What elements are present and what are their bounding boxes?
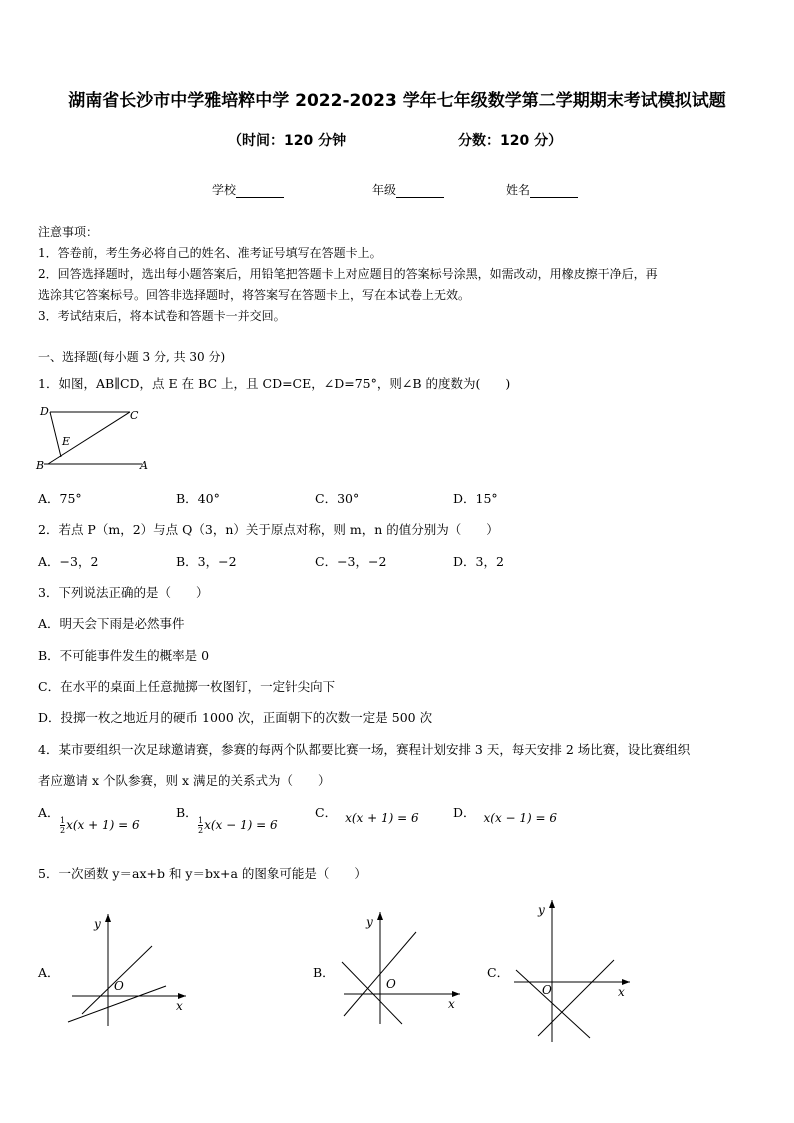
question-4-option-a-expr: $\frac{1}{2}$ x(x + 1) = 6 bbox=[60, 816, 140, 835]
axis-y-label: y bbox=[94, 917, 101, 931]
question-4-option-d[interactable] bbox=[453, 803, 558, 825]
question-4-stem-line2: 者应邀请 x 个队参赛，则 x 满足的关系式为（ ） bbox=[38, 773, 331, 788]
question-3-option-a[interactable]: A．明天会下雨是必然事件 bbox=[38, 616, 185, 631]
fraction-half: $\frac{1}{2}$ bbox=[60, 816, 66, 835]
option-expr: x(x + 1) = 6 bbox=[345, 811, 419, 825]
name-field bbox=[506, 181, 578, 198]
option-letter: B． bbox=[176, 805, 198, 820]
notice-item: 3．考试结束后，将本试卷和答题卡一并交回。 bbox=[38, 309, 286, 323]
axis-x-label: x bbox=[176, 999, 183, 1013]
question-3-option-c[interactable]: C．在水平的桌面上任意抛掷一枚图钉，一定针尖向下 bbox=[38, 679, 336, 694]
question-5-option-a-letter[interactable]: A． bbox=[38, 965, 60, 980]
question-2-stem: 2．若点 P（m，2）与点 Q（3，n）关于原点对称，则 m，n 的值分别为（ ） bbox=[38, 522, 499, 537]
exam-score: 分数：120 分） bbox=[458, 133, 563, 149]
question-1-option-d[interactable]: D．15° bbox=[453, 491, 498, 506]
question-4-option-b-expr: $\frac{1}{2}$ x(x − 1) = 6 bbox=[198, 816, 278, 835]
question-4-option-a[interactable] bbox=[38, 803, 60, 821]
axis-x-label: x bbox=[448, 997, 455, 1011]
label-c: C bbox=[130, 409, 139, 422]
question-2-option-a[interactable]: A．−3，2 bbox=[38, 554, 99, 569]
label-d: D bbox=[40, 405, 49, 418]
question-5-option-b-letter[interactable]: B． bbox=[313, 965, 335, 980]
option-letter: D． bbox=[453, 805, 476, 820]
question-5-graph-a bbox=[62, 910, 192, 1030]
question-4-option-b[interactable] bbox=[176, 803, 198, 821]
label-a: A bbox=[140, 459, 148, 472]
grade-field bbox=[372, 181, 444, 198]
option-letter: A． bbox=[38, 805, 60, 820]
question-3-option-d[interactable]: D．投掷一枚之地近月的硬币 1000 次，正面朝下的次数一定是 500 次 bbox=[38, 710, 433, 725]
question-4-stem-line1: 4．某市要组织一次足球邀请赛，参赛的每两个队都要比赛一场，赛程计划安排 3 天，每天安排 2 场比赛，设比赛组织 bbox=[38, 742, 691, 757]
page-title: 湖南省长沙市中学雅培粹中学 2022-2023 学年七年级数学第二学期期末考试模拟试题 bbox=[68, 91, 726, 111]
notice-item: 2．回答选择题时，选出每小题答案后，用铅笔把答题卡上对应题目的答案标号涂黑，如需改动，用橡皮擦干净后，再 bbox=[38, 267, 658, 281]
origin-label: O bbox=[542, 983, 552, 997]
question-1-option-a[interactable]: A．75° bbox=[38, 491, 82, 506]
name-blank[interactable] bbox=[530, 185, 578, 198]
notice-item: 1．答卷前，考生务必将自己的姓名、准考证号填写在答题卡上。 bbox=[38, 246, 382, 260]
school-blank[interactable] bbox=[236, 185, 284, 198]
question-5-stem: 5．一次函数 y＝ax+b 和 y＝bx+a 的图象可能是（ ） bbox=[38, 866, 367, 881]
school-label: 学校 bbox=[212, 183, 237, 197]
label-e: E bbox=[62, 435, 71, 448]
origin-label: O bbox=[114, 979, 124, 993]
question-4-option-c[interactable] bbox=[315, 803, 419, 825]
question-1-option-c[interactable]: C．30° bbox=[315, 491, 360, 506]
question-3-option-b[interactable]: B．不可能事件发生的概率是 0 bbox=[38, 648, 210, 663]
question-2-option-c[interactable]: C．−3，−2 bbox=[315, 554, 387, 569]
question-3-stem: 3．下列说法正确的是（ ） bbox=[38, 585, 209, 600]
question-2-option-b[interactable]: B．3，−2 bbox=[176, 554, 237, 569]
axis-x-label: x bbox=[618, 985, 625, 999]
fraction-half: $\frac{1}{2}$ bbox=[198, 816, 204, 835]
question-1-stem: 1．如图，AB∥CD，点 E 在 BC 上，且 CD=CE，∠D=75°，则∠B 的度数为( ) bbox=[38, 376, 511, 391]
question-1-option-b[interactable]: B．40° bbox=[176, 491, 220, 506]
axis-y-label: y bbox=[366, 915, 373, 929]
question-5-option-c-letter[interactable]: C． bbox=[487, 965, 510, 980]
exam-time: （时间：120 分钟 bbox=[228, 133, 347, 149]
question-5-graph-b bbox=[336, 906, 466, 1030]
origin-label: O bbox=[386, 977, 396, 991]
option-letter: C． bbox=[315, 805, 338, 820]
question-2-option-d[interactable]: D．3，2 bbox=[453, 554, 504, 569]
school-field bbox=[212, 181, 284, 198]
option-expr: x(x − 1) = 6 bbox=[483, 811, 558, 825]
grade-label: 年级 bbox=[372, 183, 397, 197]
axis-y-label: y bbox=[538, 903, 545, 917]
notice-heading: 注意事项： bbox=[38, 225, 99, 239]
name-label: 姓名 bbox=[506, 183, 531, 197]
notice-item: 选涂其它答案标号。回答非选择题时，将答案写在答题卡上，写在本试卷上无效。 bbox=[38, 288, 471, 302]
question-5-graph-c bbox=[508, 896, 638, 1046]
question-1-figure bbox=[34, 402, 154, 474]
grade-blank[interactable] bbox=[396, 185, 444, 198]
section-heading: 一、选择题(每小题 3 分, 共 30 分) bbox=[38, 350, 226, 364]
label-b: B bbox=[36, 459, 45, 472]
notice-block bbox=[38, 222, 658, 327]
